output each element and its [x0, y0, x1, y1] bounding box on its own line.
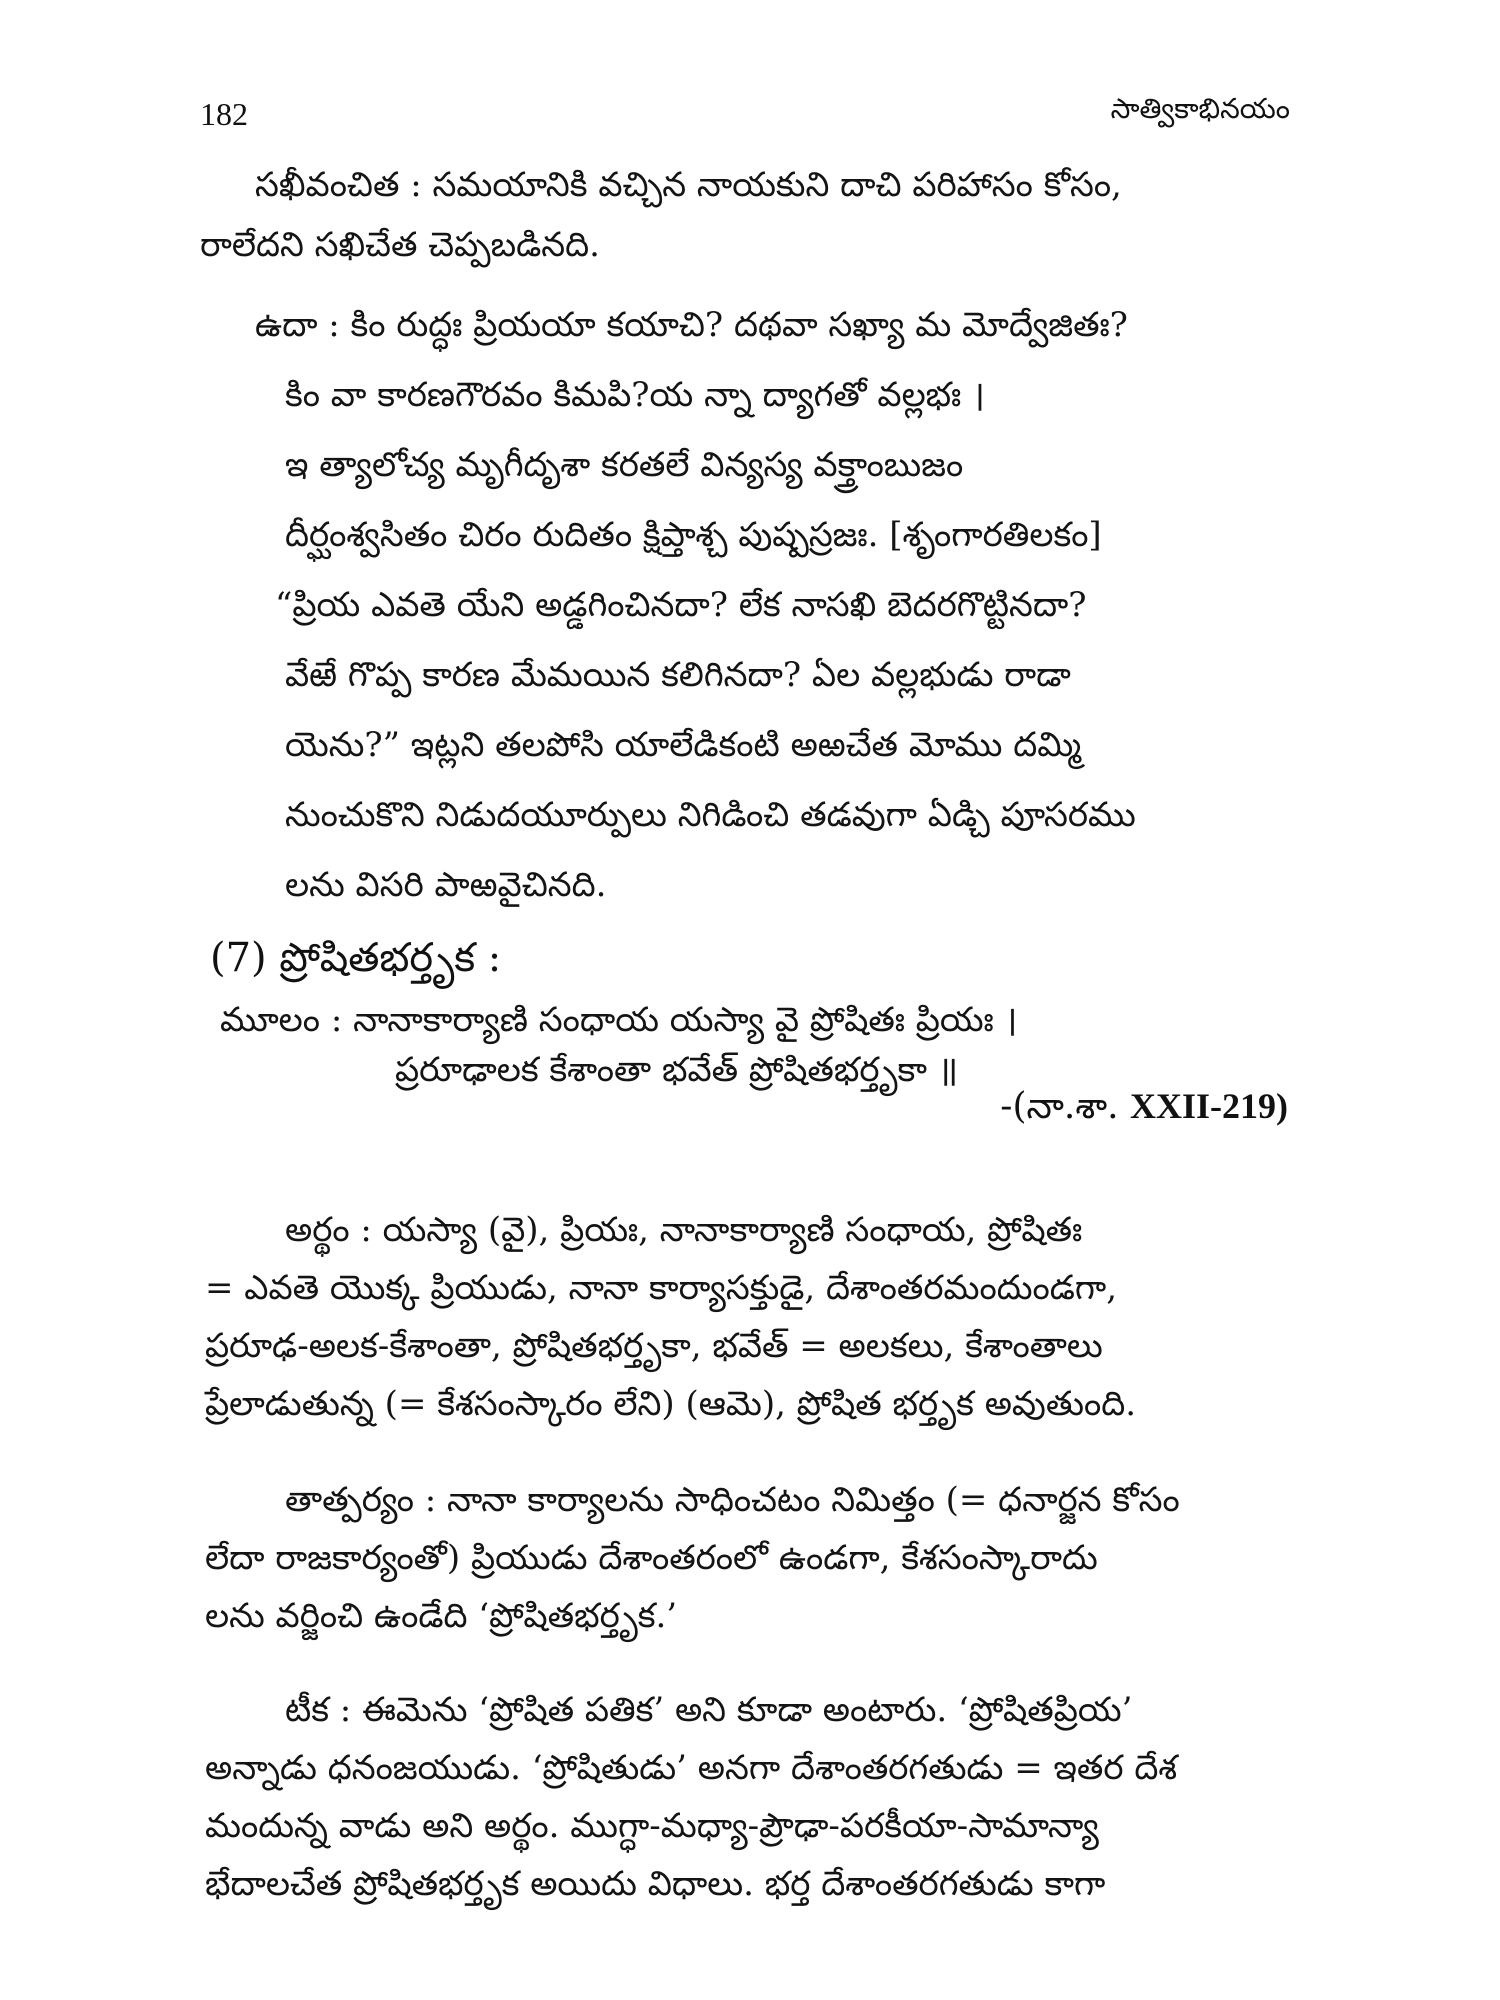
translation-line5: లను విసరి పాఱవైచినది. — [285, 865, 607, 905]
section-heading: (7) ప్రోషితభర్తృక : — [210, 935, 502, 981]
tika-line4: భేదాలచేత ప్రోషితభర్తృక అయిదు విధాలు. భర్త దేశాంతరగతుడు కాగా — [205, 1864, 1106, 1904]
mula-line2: ప్రరూఢాలక కేశాంతా భవేత్ ప్రోషితభర్తృకా ॥ — [395, 1050, 959, 1090]
verse-line1: ఉదా : కిం రుద్ధః ప్రియయా కయాచి? దథవా సఖ్యా మ మోద్వేజితః? — [255, 305, 1128, 345]
reference-number: XXII-219) — [1130, 1086, 1288, 1126]
reference-source: -(నా.శా. — [1000, 1086, 1119, 1127]
tika-line1: టీక : ఈమెను ‘ప్రోషిత పతిక’ అని కూడా అంటారు. ‘ప్రోషితప్రియ’ — [285, 1690, 1133, 1730]
running-title: సాత్వికాభినయం — [1110, 92, 1290, 125]
artham-line2: = ఎవతె యొక్క ప్రియుడు, నానా కార్యాసక్తుడై, దేశాంతరమందుండగా, — [205, 1268, 1118, 1308]
translation-line4: నుంచుకొని నిడుదయూర్పులు నిగిడించి తడవుగా ఏడ్చి పూసరము — [285, 795, 1136, 835]
verse-line4: దీర్ఘంశ్వసితం చిరం రుదితం క్షిప్తాశ్చ పుష్పస్రజః. [శృంగారతిలకం] — [285, 515, 1102, 555]
tatparyam-line1: తాత్పర్యం : నానా కార్యాలను సాధించటం నిమిత్తం (= ధనార్జన కోసం — [285, 1480, 1180, 1520]
tika-line3: మందున్న వాడు అని అర్థం. ముగ్ధా-మధ్యా-ప్రౌఢా-పరకీయా-సామాన్యా — [205, 1806, 1099, 1846]
mula-line1: మూలం : నానాకార్యాణి సంధాయ యస్యా వై ప్రోషితః ప్రియః । — [220, 1000, 1018, 1040]
verse-line3: ఇ త్యాలోచ్య మృగీదృశా కరతలే విన్యస్య వక్త్రాంబుజం — [285, 445, 964, 485]
artham-line4: ప్రేలాడుతున్న (= కేశసంస్కారం లేని) (ఆమె), ప్రోషిత భర్తృక అవుతుంది. — [205, 1384, 1137, 1424]
translation-line2: వేఱే గొప్ప కారణ మేమయిన కలిగినదా? ఏల వల్లభుడు రాడా — [285, 655, 1071, 695]
tatparyam-line2: లేదా రాజకార్యంతో) ప్రియుడు దేశాంతరంలో ఉండగా, కేశసంస్కారాదు — [205, 1538, 1098, 1578]
artham-line3: ప్రరూఢ-అలక-కేశాంతా, ప్రోషితభర్తృకా, భవేత్ = అలకలు, కేశాంతాలు — [205, 1326, 1103, 1366]
para1-line1: సఖీవంచిత : సమయానికి వచ్చిన నాయకుని దాచి పరిహాసం కోసం, — [255, 165, 1122, 205]
page-number: 182 — [200, 96, 248, 132]
para1-line2: రాలేదని సఖిచేత చెప్పబడినది. — [200, 225, 600, 265]
translation-line3: యెను?” ఇట్లని తలపోసి యాలేడికంటి అఱచేత మోము దమ్మి — [285, 725, 1082, 765]
translation-line1: “ప్రియ ఎవతె యేని అడ్డగించినదా? లేక నాసఖి బెదరగొట్టినదా? — [275, 585, 1087, 625]
artham-line1: అర్థం : యస్యా (వై), ప్రియః, నానాకార్యాణి సంధాయ, ప్రోషితః — [285, 1210, 1083, 1250]
tatparyam-line3: లను వర్జించి ఉండేది ‘ప్రోషితభర్తృక.’ — [205, 1596, 678, 1636]
tika-line2: అన్నాడు ధనంజయుడు. ‘ప్రోషితుడు’ అనగా దేశాంతరగతుడు = ఇతర దేశ — [205, 1748, 1178, 1788]
verse-line2: కిం వా కారణగౌరవం కిమపి?య న్నా ద్యాగతో వల్లభః । — [285, 375, 985, 415]
reference — [1000, 1085, 1288, 1136]
